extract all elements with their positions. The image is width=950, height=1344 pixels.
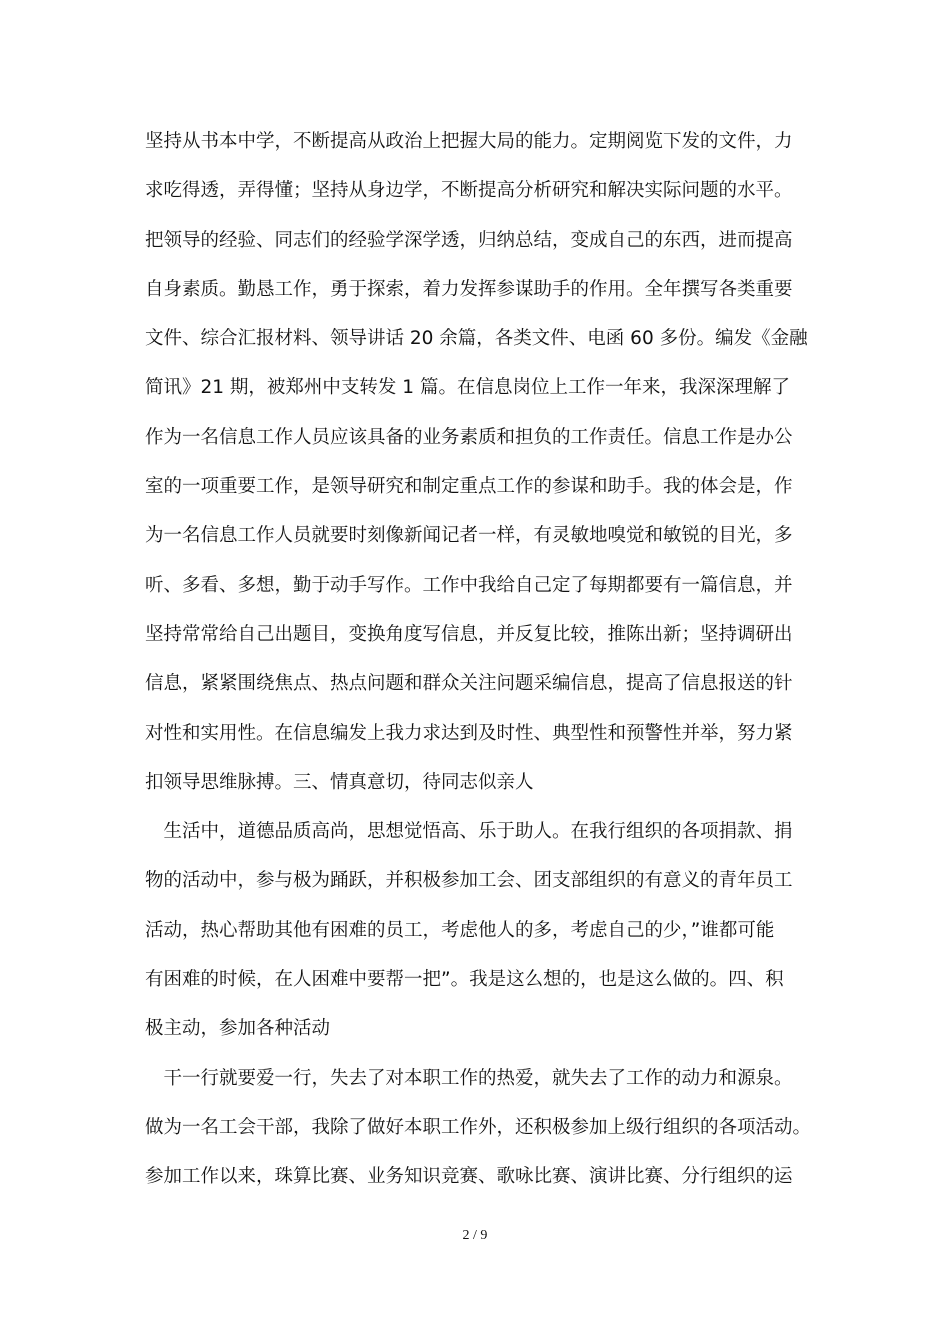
text-line: 坚持从书本中学，不断提高从政治上把握大局的能力。定期阅览下发的文件，力 bbox=[145, 131, 793, 152]
text-line: 信息，紧紧围绕焦点、热点问题和群众关注问题采编信息，提高了信息报送的针 bbox=[145, 673, 793, 695]
text-line: 对性和实用性。在信息编发上我力求达到及时性、典型性和预警性并举，努力紧 bbox=[145, 722, 793, 744]
text-line: 听、多看、多想，勤于动手写作。工作中我给自己定了每期都要有一篇信息，并 bbox=[145, 574, 793, 596]
text-line: 文件、综合汇报材料、领导讲话 20 余篇，各类文件、电函 60 多份。编发《金融 bbox=[145, 328, 808, 350]
text-line: 做为一名工会干部，我除了做好本职工作外，还积极参加上级行组织的各项活动。 bbox=[145, 1116, 812, 1138]
text-line: 为一名信息工作人员就要时刻像新闻记者一样，有灵敏地嗅觉和敏锐的目光，多 bbox=[145, 525, 793, 547]
text-line: 物的活动中，参与极为踊跃，并积极参加工会、团支部组织的有意义的青年员工 bbox=[145, 870, 793, 892]
text-line: 室的一项重要工作，是领导研究和制定重点工作的参谋和助手。我的体会是，作 bbox=[145, 476, 793, 498]
text-line: 生活中，道德品质高尚，思想觉悟高、乐于助人。在我行组织的各项捐款、捐 bbox=[145, 821, 793, 843]
text-line: 坚持常常给自己出题目，变换角度写信息，并反复比较，推陈出新；坚持调研出 bbox=[145, 623, 793, 645]
text-line: 把领导的经验、同志们的经验学深学透，归纳总结，变成自己的东西，进而提高 bbox=[145, 229, 793, 251]
text-line: 极主动，参加各种活动 bbox=[145, 1018, 331, 1040]
body-text bbox=[145, 117, 815, 1202]
text-line: 干一行就要爱一行，失去了对本职工作的热爱，就失去了工作的动力和源泉。 bbox=[145, 1067, 793, 1089]
page-number: 2 / 9 bbox=[462, 1228, 488, 1243]
text-line: 自身素质。勤恳工作，勇于探索，着力发挥参谋助手的作用。全年撰写各类重要 bbox=[145, 278, 793, 300]
text-line: 作为一名信息工作人员应该具备的业务素质和担负的工作责任。信息工作是办公 bbox=[145, 426, 793, 448]
text-line: 求吃得透，弄得懂；坚持从身边学，不断提高分析研究和解决实际问题的水平。 bbox=[145, 180, 793, 202]
text-line: 简讯》21 期，被郑州中支转发 1 篇。在信息岗位上工作一年来，我深深理解了 bbox=[145, 377, 790, 399]
text-line: 有困难的时候，在人困难中要帮一把”。我是这么想的，也是这么做的。四、积 bbox=[145, 969, 784, 991]
text-line: 扣领导思维脉搏。三、情真意切，待同志似亲人 bbox=[145, 771, 534, 793]
text-line: 参加工作以来，珠算比赛、业务知识竞赛、歌咏比赛、演讲比赛、分行组织的运 bbox=[145, 1166, 793, 1188]
text-line: 活动，热心帮助其他有困难的员工，考虑他人的多，考虑自己的少，”谁都可能 bbox=[145, 919, 775, 941]
